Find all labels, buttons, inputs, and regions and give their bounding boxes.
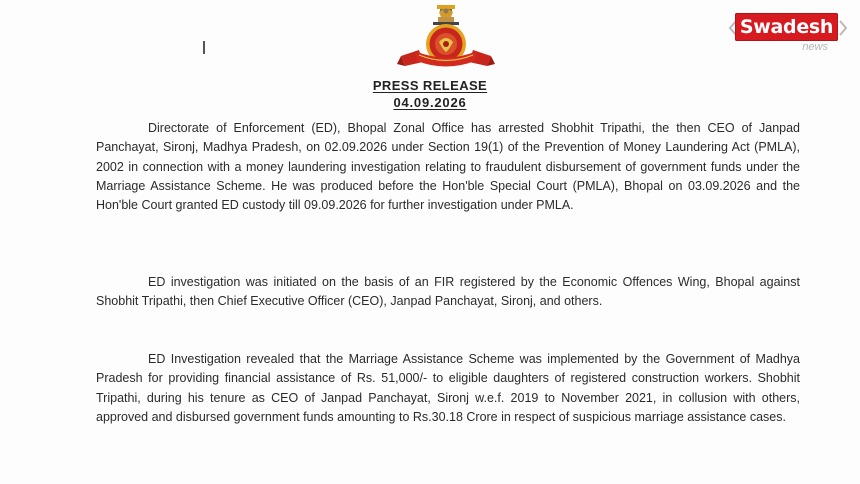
text-cursor-mark: [203, 41, 205, 54]
logo-tagline: news: [802, 41, 828, 53]
paragraph-2: ED investigation was initiated on the basis of an FIR registered by the Economic Offences Wing, Bhopal against Shobhit Tripathi, then Chief Executive Officer (CEO), Janpad Panchayat, Sironj, and others.: [96, 275, 800, 309]
chevron-right-icon: [838, 19, 848, 37]
enforcement-directorate-emblem-icon: [393, 2, 499, 70]
paragraph-1: Directorate of Enforcement (ED), Bhopal Zonal Office has arrested Shobhit Tripathi, the then CEO of Janpad Panchayat, Sironj, Madhya Pradesh, on 02.09.2026 under Section 19(1) of the Prevention of Money Laundering Act (PMLA), 2002 in connection with a money laundering investigation relating to fraudulent disbursement of government funds under the Marriage Assistance Scheme. He was produced before the Hon'ble Special Court (PMLA), Bhopal on 03.09.2026 and the Hon'ble Court granted ED custody till 09.09.2026 for further investigation under PMLA.: [96, 121, 800, 213]
swadesh-news-logo: [728, 10, 846, 56]
logo-name: Swadesh: [739, 16, 834, 38]
press-release-date: 04.09.2026: [393, 95, 467, 110]
logo-badge: [735, 13, 838, 41]
paragraph-3: ED Investigation revealed that the Marriage Assistance Scheme was implemented by the Government of Madhya Pradesh for providing financial assistance of Rs. 51,000/- to eligible daughters of registered construction workers. Shobhit Tripathi, during his tenure as CEO of Janpad Panchayat, Sironj w.e.f. 2019 to November 2021, in collusion with others, approved and disbursed government funds amounting to Rs.30.18 Crore in respect of suspicious marriage assistance cases.: [96, 352, 800, 424]
press-release-title: PRESS RELEASE: [372, 78, 488, 93]
